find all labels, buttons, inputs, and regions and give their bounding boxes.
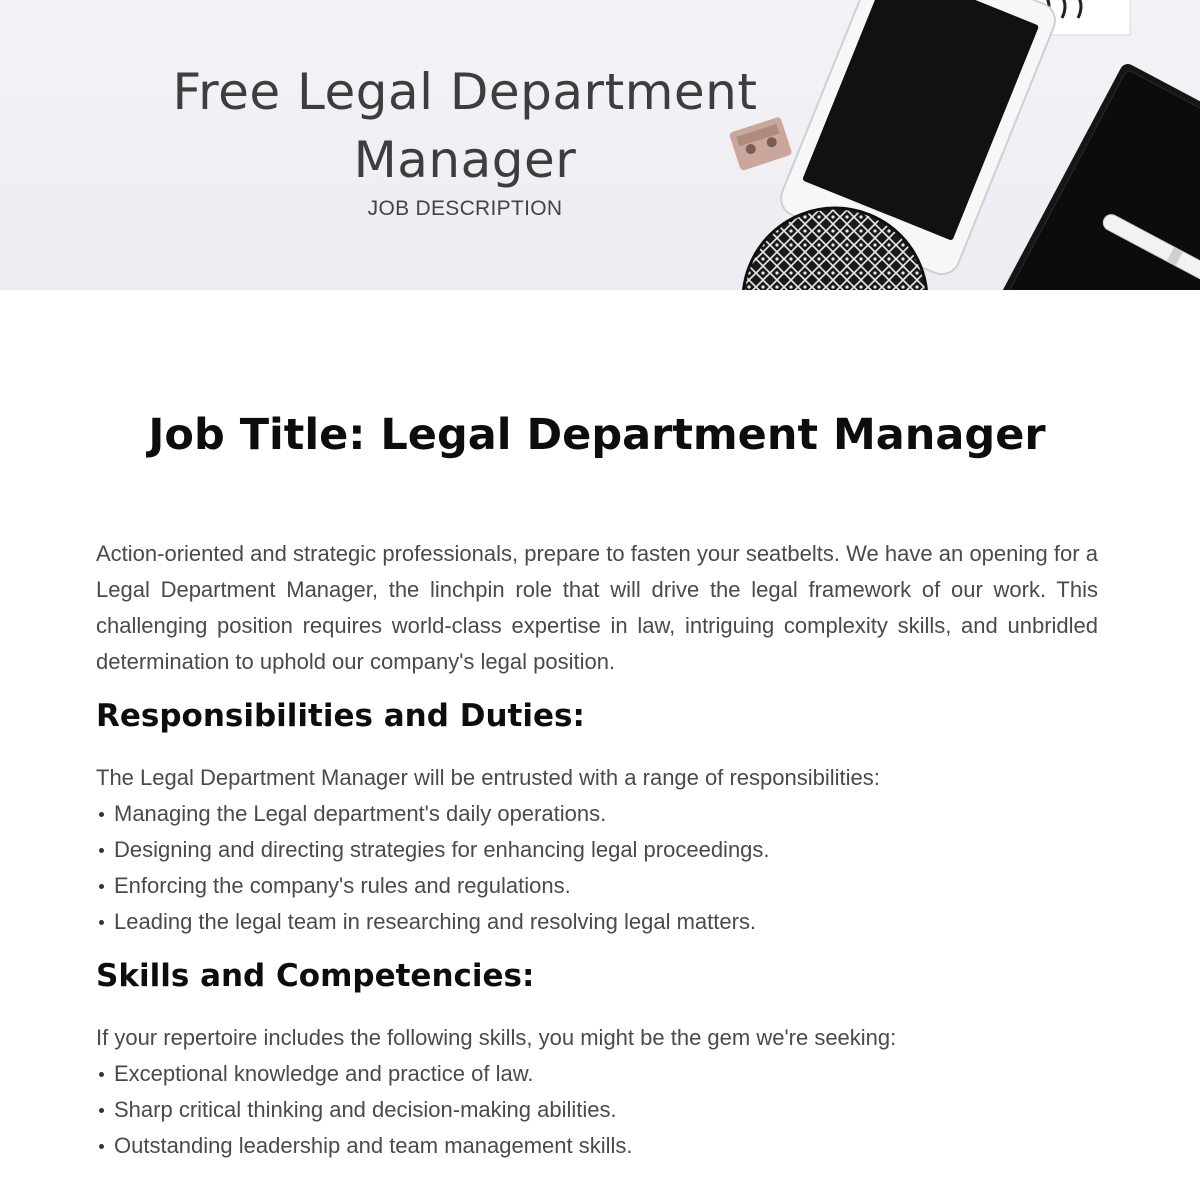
skills-list: [96, 1056, 1098, 1164]
list-item-text: Exceptional knowledge and practice of law.: [114, 1061, 534, 1086]
list-item-text: Sharp critical thinking and decision-making abilities.: [114, 1097, 617, 1122]
bullet-icon: [99, 884, 104, 889]
skills-heading: Skills and Competencies:: [96, 958, 535, 994]
list-item: [96, 1092, 1098, 1128]
bullet-icon: [99, 812, 104, 817]
bullet-icon: [99, 848, 104, 853]
job-title-heading: Job Title: Legal Department Manager: [148, 410, 1046, 460]
document-body: [96, 380, 1098, 1164]
list-item: [96, 904, 1098, 940]
bullet-icon: [99, 1108, 104, 1113]
banner-subtitle: JOB DESCRIPTION: [367, 197, 563, 220]
list-item-text: Enforcing the company's rules and regulations.: [114, 873, 571, 898]
banner-title: Free Legal Department Manager: [172, 63, 758, 189]
list-item: [96, 796, 1098, 832]
list-item: [96, 832, 1098, 868]
header-banner: [0, 0, 1200, 290]
responsibilities-lead: The Legal Department Manager will be entrusted with a range of responsibilities:: [96, 765, 880, 790]
list-item-text: Managing the Legal department's daily operations.: [114, 801, 607, 826]
bullet-icon: [99, 1144, 104, 1149]
bullet-icon: [99, 920, 104, 925]
list-item: [96, 868, 1098, 904]
list-item-text: Designing and directing strategies for enhancing legal proceedings.: [114, 837, 770, 862]
list-item: [96, 1056, 1098, 1092]
skills-lead: If your repertoire includes the following skills, you might be the gem we're seeking:: [96, 1025, 897, 1050]
responsibilities-list: [96, 796, 1098, 940]
responsibilities-heading: Responsibilities and Duties:: [96, 698, 585, 734]
list-item-text: Outstanding leadership and team management skills.: [114, 1133, 633, 1158]
bullet-icon: [99, 1072, 104, 1077]
intro-paragraph: Action-oriented and strategic professionals, prepare to fasten your seatbelts. We have an opening for a Legal Department Manager, the linchpin role that will drive the legal framework of our work. This challenging position requires world-class expertise in law, intriguing complexity skills, and unbridled determination to uphold our company's legal position.: [96, 541, 1098, 674]
list-item-text: Leading the legal team in researching and resolving legal matters.: [114, 909, 757, 934]
list-item: [96, 1128, 1098, 1164]
